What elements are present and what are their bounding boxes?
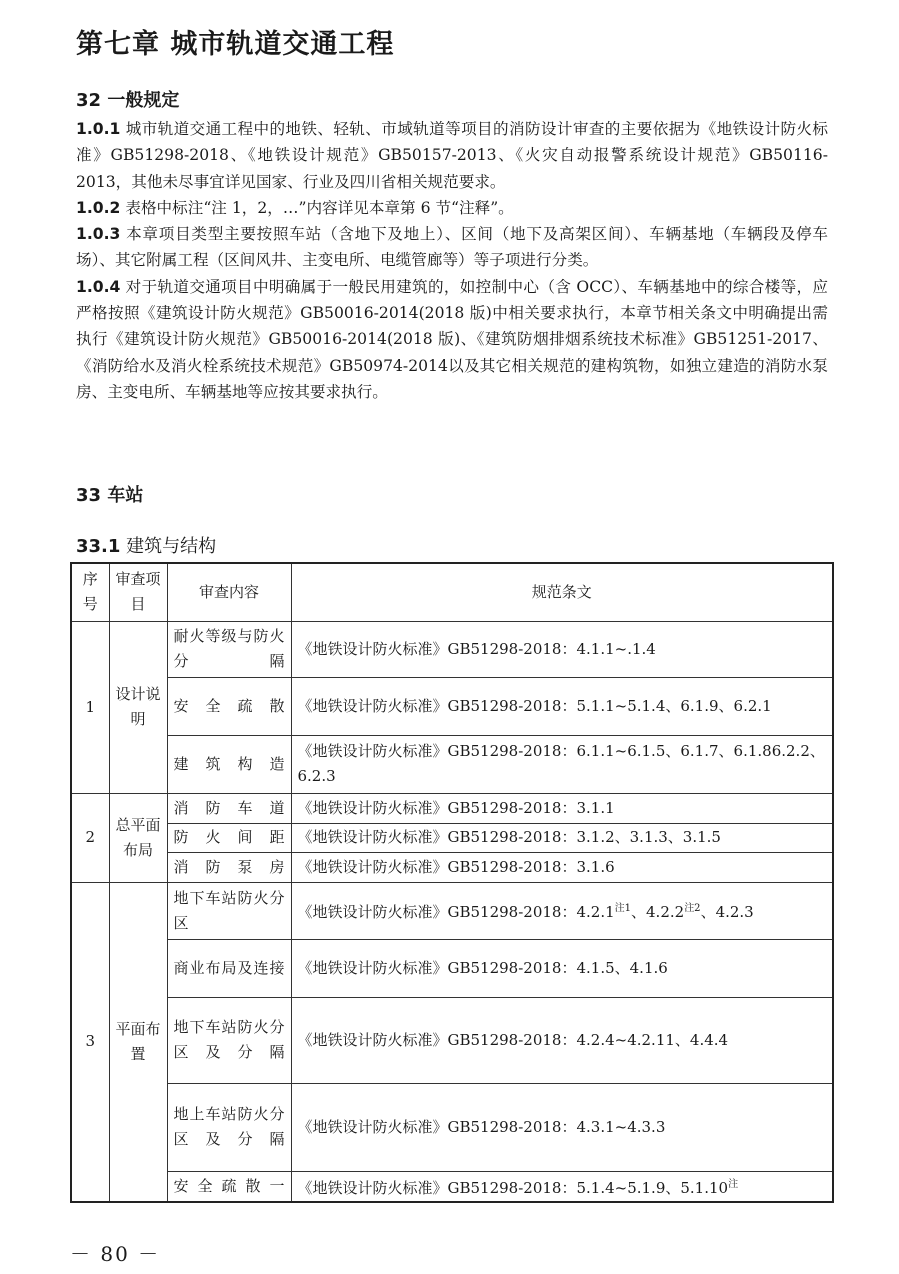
table-row: [71, 621, 833, 677]
page-number: － 80 －: [70, 1242, 161, 1266]
review-content: 地下车站防火分区: [167, 882, 291, 939]
table-row: [71, 939, 833, 997]
review-content: 耐火等级与防火分隔: [167, 621, 291, 677]
header-content: 审查内容: [167, 563, 291, 621]
norm-clause: 《地铁设计防火标准》GB51298-2018：4.1.1~.1.4: [291, 621, 833, 677]
norm-clause: 《地铁设计防火标准》GB51298-2018：3.1.1: [291, 793, 833, 823]
norm-clause: [291, 882, 833, 939]
clause-number: 1.0.4: [76, 277, 121, 296]
review-content: 商业布局及连接: [167, 939, 291, 997]
norm-text: 《地铁设计防火标准》GB51298-2018：5.1.4~5.1.9、5.1.10: [297, 1178, 729, 1197]
clause-text: 对于轨道交通项目中明确属于一般民用建筑的，如控制中心（含 OCC）、车辆基地中的综合楼等，应严格按照《建筑设计防火规范》GB50016-2014(2018 版)中相关要求执行，本章节相关条文中明确提出需执行《建筑设计防火规范》GB50016-2014(2018 版)、《建筑防烟排烟系统技术标准》GB51251-2017、《消防给水及消火栓系统技术规范》GB50974-2014以及其它相关规范的建构筑物，如独立建造的消防水泵房、主变电所、车辆基地等应按其要求执行。: [76, 277, 828, 401]
header-item: 审查项目: [109, 563, 167, 621]
section-33-title: 33 车站: [76, 485, 144, 506]
clause-text: 本章项目类型主要按照车站（含地下及地上）、区间（地下及高架区间）、车辆基地（车辆段及停车场）、其它附属工程（区间风井、主变电所、电缆管廊等）等子项进行分类。: [76, 225, 828, 270]
table-row: [71, 882, 833, 939]
general-provisions: [76, 116, 828, 405]
clause-number: 1.0.1: [76, 120, 121, 138]
paragraph-1-0-1: [76, 116, 828, 195]
norm-clause: [291, 1171, 833, 1202]
norm-clause: 《地铁设计防火标准》GB51298-2018：5.1.1~5.1.4、6.1.9、6.2.1: [291, 677, 833, 735]
review-table: [70, 562, 834, 1203]
table-row: [71, 1171, 833, 1202]
clause-text: 表格中标注“注 1，2，…”内容详见本章第 6 节“注释”。: [120, 198, 514, 217]
review-content: 消防车道: [167, 793, 291, 823]
table-row: [71, 852, 833, 882]
group-number: 1: [71, 621, 109, 793]
table-row: [71, 793, 833, 823]
review-content: 地上车站防火分区及分隔: [167, 1083, 291, 1171]
norm-clause: 《地铁设计防火标准》GB51298-2018：6.1.1~6.1.5、6.1.7、6.1.86.2.2、6.2.3: [291, 735, 833, 793]
norm-clause: 《地铁设计防火标准》GB51298-2018：3.1.6: [291, 852, 833, 882]
header-num: 序号: [71, 563, 109, 621]
table-header-row: [71, 563, 833, 621]
norm-clause: 《地铁设计防火标准》GB51298-2018：4.3.1~4.3.3: [291, 1083, 833, 1171]
table-row: [71, 677, 833, 735]
paragraph-1-0-3: [76, 221, 828, 274]
clause-number: 1.0.3: [76, 225, 121, 244]
group-number: 3: [71, 882, 109, 1202]
clause-number: 1.0.2: [76, 198, 121, 217]
review-content: 安全疏散一: [167, 1171, 291, 1202]
table-caption-text: 建筑与结构: [120, 536, 217, 557]
review-content: 安全疏散: [167, 677, 291, 735]
paragraph-1-0-2: [76, 195, 828, 221]
note-mark: 注: [728, 1178, 739, 1190]
group-item: 设计说明: [109, 621, 167, 793]
review-content: 防火间距: [167, 823, 291, 852]
clause-text: 城市轨道交通工程中的地铁、轻轨、市域轨道等项目的消防设计审查的主要依据为《地铁设计防火标准》GB51298-2018、《地铁设计规范》GB50157-2013、《火灾自动报警系统设计规范》GB50116-2013，其他未尽事宜详见国家、行业及四川省相关规范要求。: [76, 120, 828, 191]
header-norm: 规范条文: [291, 563, 833, 621]
norm-text: 《地铁设计防火标准》GB51298-2018：4.2.1: [297, 903, 615, 921]
table-row: [71, 997, 833, 1083]
note-mark: 注1: [614, 903, 632, 914]
norm-text: 、4.2.3: [700, 903, 754, 921]
group-item: 总平面布局: [109, 793, 167, 882]
review-content: 地下车站防火分区及分隔: [167, 997, 291, 1083]
chapter-title: 第七章 城市轨道交通工程: [76, 29, 395, 60]
review-content: 消防泵房: [167, 852, 291, 882]
section-32-title: 32 一般规定: [76, 90, 180, 111]
table-row: [71, 735, 833, 793]
paragraph-1-0-4: [76, 274, 828, 405]
norm-clause: 《地铁设计防火标准》GB51298-2018：4.2.4~4.2.11、4.4.4: [291, 997, 833, 1083]
group-item: 平面布置: [109, 882, 167, 1202]
table-caption: [76, 532, 216, 558]
group-number: 2: [71, 793, 109, 882]
norm-text: 、4.2.2: [631, 903, 685, 921]
table-row: [71, 823, 833, 852]
table-caption-number: 33.1: [76, 536, 121, 557]
norm-clause: 《地铁设计防火标准》GB51298-2018：3.1.2、3.1.3、3.1.5: [291, 823, 833, 852]
note-mark: 注2: [684, 903, 701, 914]
review-content: 建筑构造: [167, 735, 291, 793]
table-row: [71, 1083, 833, 1171]
norm-clause: 《地铁设计防火标准》GB51298-2018：4.1.5、4.1.6: [291, 939, 833, 997]
